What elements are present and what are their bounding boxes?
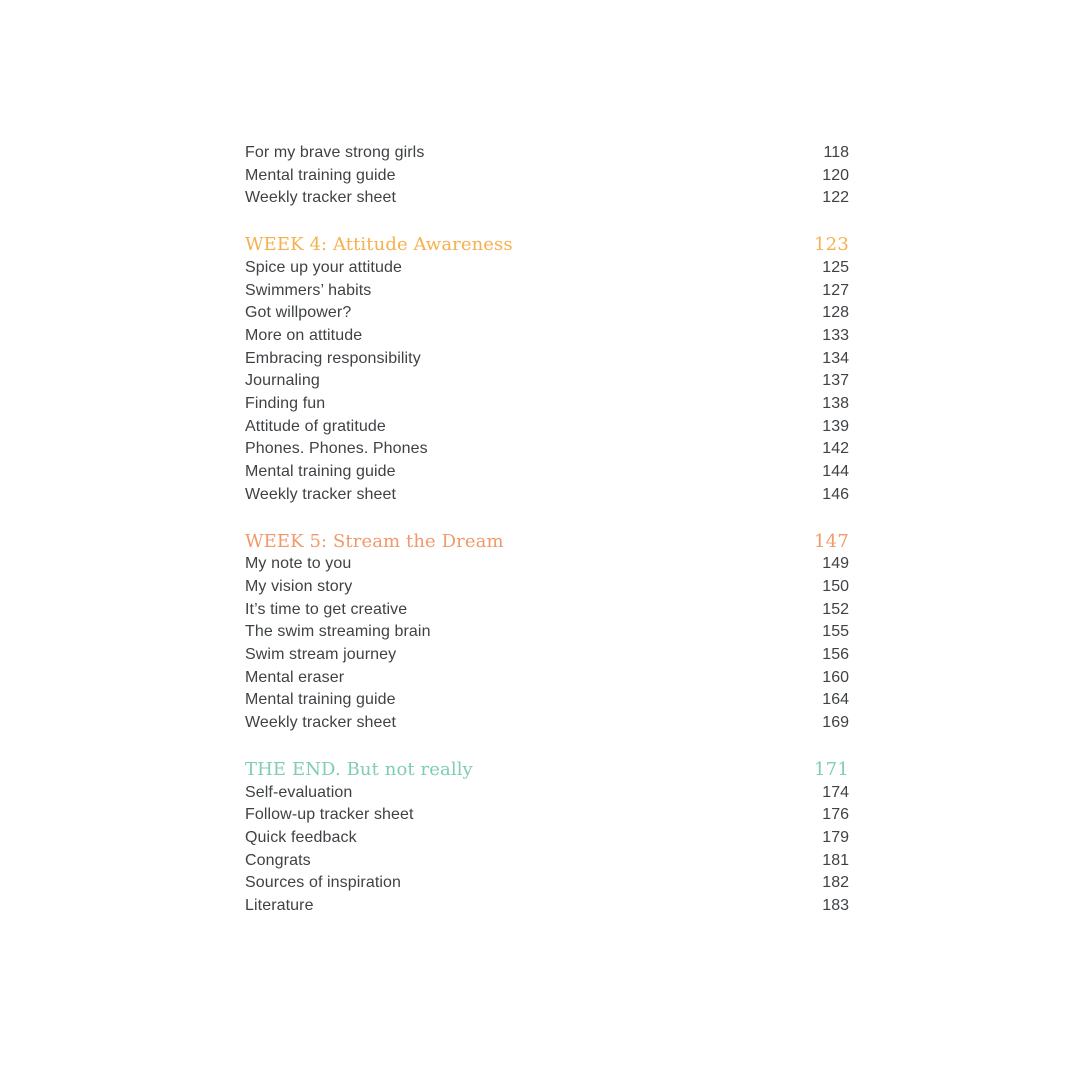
toc-entry-row <box>245 280 849 303</box>
toc-section <box>245 531 849 735</box>
toc-entry-label: Sources of inspiration <box>245 874 402 892</box>
toc-entry-label: More on attitude <box>245 326 363 344</box>
toc-entry-page-number: 176 <box>822 806 849 824</box>
toc-entry-row <box>245 142 849 165</box>
toc-section-heading-row <box>245 531 849 554</box>
toc-entry-label: Mental training guide <box>245 463 396 481</box>
toc-entry-row <box>245 348 849 371</box>
toc-entry-row <box>245 621 849 644</box>
toc-entry-label: Swimmers’ habits <box>245 281 372 299</box>
toc-entry-label: Phones. Phones. Phones <box>245 440 428 458</box>
toc-entry-label: Mental training guide <box>245 166 396 184</box>
toc-section-heading-page-number: 171 <box>814 758 849 780</box>
toc-page <box>245 142 849 918</box>
toc-entry-page-number: 146 <box>822 485 849 503</box>
toc-entry-page-number: 137 <box>822 372 849 390</box>
toc-entry-label: Spice up your attitude <box>245 258 402 276</box>
toc-entry-label: The swim streaming brain <box>245 623 431 641</box>
toc-entry-label: Finding fun <box>245 395 326 413</box>
toc-entry-label: Weekly tracker sheet <box>245 485 397 503</box>
toc-section-heading-label: WEEK 5: Stream the Dream <box>245 530 504 552</box>
toc-entry-label: Got willpower? <box>245 304 352 322</box>
toc-entry-label: Swim stream journey <box>245 646 397 664</box>
toc-entry-row <box>245 782 849 805</box>
toc-entry-page-number: 181 <box>822 851 849 869</box>
toc-entry-page-number: 142 <box>822 440 849 458</box>
toc-entry-row <box>245 644 849 667</box>
toc-entry-label: Weekly tracker sheet <box>245 189 397 207</box>
toc-entry-row <box>245 325 849 348</box>
toc-entry-label: Self-evaluation <box>245 783 353 801</box>
toc-entry-row <box>245 302 849 325</box>
toc-entry-row <box>245 689 849 712</box>
toc-entry-page-number: 138 <box>822 395 849 413</box>
toc-section <box>245 759 849 918</box>
toc-entry-row <box>245 461 849 484</box>
toc-entry-page-number: 182 <box>822 874 849 892</box>
toc-entry-page-number: 127 <box>822 281 849 299</box>
toc-entry-label: Follow-up tracker sheet <box>245 806 414 824</box>
toc-entry-label: Embracing responsibility <box>245 349 421 367</box>
toc-list <box>245 142 849 918</box>
toc-entry-page-number: 133 <box>822 326 849 344</box>
toc-entry-page-number: 152 <box>822 600 849 618</box>
toc-entry-label: Mental eraser <box>245 668 345 686</box>
toc-entry-page-number: 128 <box>822 304 849 322</box>
toc-entry-page-number: 122 <box>822 189 849 207</box>
toc-entry-page-number: 179 <box>822 828 849 846</box>
toc-entry-label: Mental training guide <box>245 691 396 709</box>
toc-section-heading-page-number: 123 <box>814 234 849 256</box>
toc-entry-label: Quick feedback <box>245 828 357 846</box>
toc-entry-row <box>245 712 849 735</box>
toc-entry-row <box>245 895 849 918</box>
toc-entry-row <box>245 393 849 416</box>
toc-entry-label: Journaling <box>245 372 320 390</box>
toc-entry-page-number: 125 <box>822 258 849 276</box>
toc-entry-row <box>245 850 849 873</box>
toc-entry-row <box>245 438 849 461</box>
toc-entry-page-number: 169 <box>822 714 849 732</box>
toc-entry-row <box>245 827 849 850</box>
toc-entry-label: For my brave strong girls <box>245 144 425 161</box>
toc-entry-row <box>245 576 849 599</box>
toc-entry-label: My vision story <box>245 577 353 595</box>
toc-entry-row <box>245 872 849 895</box>
toc-entry-page-number: 150 <box>822 577 849 595</box>
toc-entry-page-number: 118 <box>823 144 849 161</box>
toc-entry-page-number: 164 <box>822 691 849 709</box>
toc-entry-label: Attitude of gratitude <box>245 417 386 435</box>
toc-entry-row <box>245 804 849 827</box>
toc-entry-label: Congrats <box>245 851 311 869</box>
toc-entry-label: Weekly tracker sheet <box>245 714 397 732</box>
toc-entry-page-number: 120 <box>822 166 849 184</box>
toc-section <box>245 234 849 506</box>
toc-entry-row <box>245 370 849 393</box>
toc-entry-page-number: 149 <box>822 555 849 573</box>
toc-section-heading-label: THE END. But not really <box>245 758 473 780</box>
toc-entry-page-number: 160 <box>822 668 849 686</box>
toc-entry-page-number: 139 <box>822 417 849 435</box>
toc-entry-label: Literature <box>245 897 314 915</box>
toc-entry-row <box>245 599 849 622</box>
toc-section-heading-label: WEEK 4: Attitude Awareness <box>245 234 513 256</box>
toc-entry-row <box>245 484 849 507</box>
toc-entry-row <box>245 667 849 690</box>
toc-entry-row <box>245 165 849 188</box>
toc-entry-label: My note to you <box>245 555 352 573</box>
toc-section <box>245 142 849 210</box>
toc-entry-page-number: 183 <box>822 897 849 915</box>
toc-section-heading-row <box>245 759 849 782</box>
toc-entry-row <box>245 416 849 439</box>
toc-entry-page-number: 155 <box>822 623 849 641</box>
toc-entry-page-number: 156 <box>822 646 849 664</box>
toc-entry-row <box>245 553 849 576</box>
toc-entry-page-number: 174 <box>822 783 849 801</box>
toc-section-heading-page-number: 147 <box>814 530 849 552</box>
toc-entry-label: It’s time to get creative <box>245 600 408 618</box>
toc-entry-page-number: 134 <box>822 349 849 367</box>
toc-entry-row <box>245 257 849 280</box>
toc-entry-page-number: 144 <box>822 463 849 481</box>
toc-entry-row <box>245 187 849 210</box>
toc-section-heading-row <box>245 234 849 257</box>
